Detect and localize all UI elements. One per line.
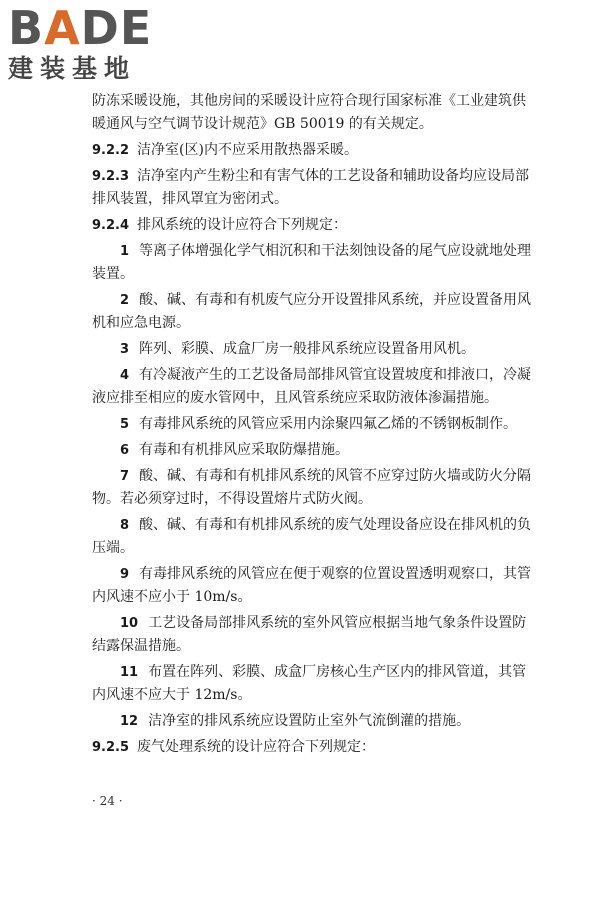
paragraph-text: 洁净室内产生粉尘和有害气体的工艺设备和辅助设备均应设局部排风装置，排风罩宜为密闭式。 [92, 168, 530, 207]
list-item [92, 364, 532, 410]
clause-number: 9.2.4 [92, 218, 130, 233]
paragraph-text: 废气处理系统的设计应符合下列规定： [137, 739, 376, 755]
clause-paragraph [92, 214, 532, 237]
paragraph-text: 排风系统的设计应符合下列规定： [137, 217, 348, 233]
paragraph-text: 有毒排风系统的风管应在便于观察的位置设置透明观察口，其管内风速不应小于 10m/s。 [92, 566, 532, 605]
item-number: 10 [120, 616, 139, 631]
continued-paragraph [92, 90, 532, 136]
clause-number: 9.2.3 [92, 169, 130, 184]
page-number: · 24 · [92, 794, 123, 808]
logo-letter-d: D [80, 1, 120, 55]
item-number: 9 [120, 567, 130, 582]
list-item [92, 240, 532, 286]
logo-letter-e: E [119, 1, 153, 55]
paragraph-text: 洁净室的排风系统应设置防止室外气流倒灌的措施。 [148, 713, 471, 729]
logo-wordmark [8, 1, 153, 55]
paragraph-text: 酸、碱、有毒和有机排风系统的废气处理设备应设在排风机的负压端。 [92, 517, 532, 556]
item-number: 2 [120, 293, 130, 308]
paragraph-text: 有冷凝液产生的工艺设备局部排风管宜设置坡度和排液口，冷凝液应排至相应的废水管网中，且风管系统应采取防液体渗漏措施。 [92, 367, 532, 406]
paragraph-text: 等离子体增强化学气相沉积和干法刻蚀设备的尾气应设就地处理装置。 [92, 243, 532, 282]
item-number: 4 [120, 368, 130, 383]
paragraph-text: 有毒和有机排风应采取防爆措施。 [139, 442, 350, 458]
paragraph-text: 工艺设备局部排风系统的室外风管应根据当地气象条件设置防结露保温措施。 [92, 615, 527, 654]
paragraph-text: 阵列、彩膜、成盒厂房一般排风系统应设置备用风机。 [139, 341, 476, 357]
paragraph-text: 酸、碱、有毒和有机排风系统的风管不应穿过防火墙或防火分隔物。若必须穿过时，不得设置熔片式防火阀。 [92, 468, 532, 507]
item-number: 12 [120, 714, 139, 729]
item-number: 1 [120, 244, 130, 259]
clause-paragraph [92, 139, 532, 162]
clause-paragraph [92, 736, 532, 759]
clause-paragraph [92, 165, 532, 211]
list-item [92, 563, 532, 609]
paragraph-text: 酸、碱、有毒和有机废气应分开设置排风系统，并应设置备用风机和应急电源。 [92, 292, 532, 331]
logo-letter-b: B [8, 1, 45, 55]
list-item [92, 465, 532, 511]
logo-subtitle: 建装基地 [8, 54, 137, 83]
paragraph-text: 洁净室(区)内不应采用散热器采暖。 [137, 142, 358, 158]
document-body [92, 90, 532, 762]
item-number: 5 [120, 417, 130, 432]
list-item [92, 661, 532, 707]
list-item [92, 439, 532, 462]
item-number: 7 [120, 469, 130, 484]
paragraph-text: 有毒排风系统的风管应采用内涂聚四氟乙烯的不锈钢板制作。 [139, 416, 518, 432]
item-number: 6 [120, 443, 130, 458]
list-item [92, 289, 532, 335]
bade-logo [8, 1, 153, 84]
paragraph-text: 防冻采暖设施，其他房间的采暖设计应符合现行国家标准《工业建筑供暖通风与空气调节设计规范》GB 50019 的有关规定。 [92, 93, 526, 132]
clause-number: 9.2.5 [92, 740, 130, 755]
item-number: 11 [120, 665, 139, 680]
item-number: 3 [120, 342, 130, 357]
list-item [92, 338, 532, 361]
list-item [92, 413, 532, 436]
clause-number: 9.2.2 [92, 143, 130, 158]
list-item [92, 710, 532, 733]
logo-letter-a: A [44, 1, 81, 55]
item-number: 8 [120, 518, 130, 533]
list-item [92, 612, 532, 658]
paragraph-text: 布置在阵列、彩膜、成盒厂房核心生产区内的排风管道，其管内风速不应大于 12m/s。 [92, 664, 527, 703]
list-item [92, 514, 532, 560]
